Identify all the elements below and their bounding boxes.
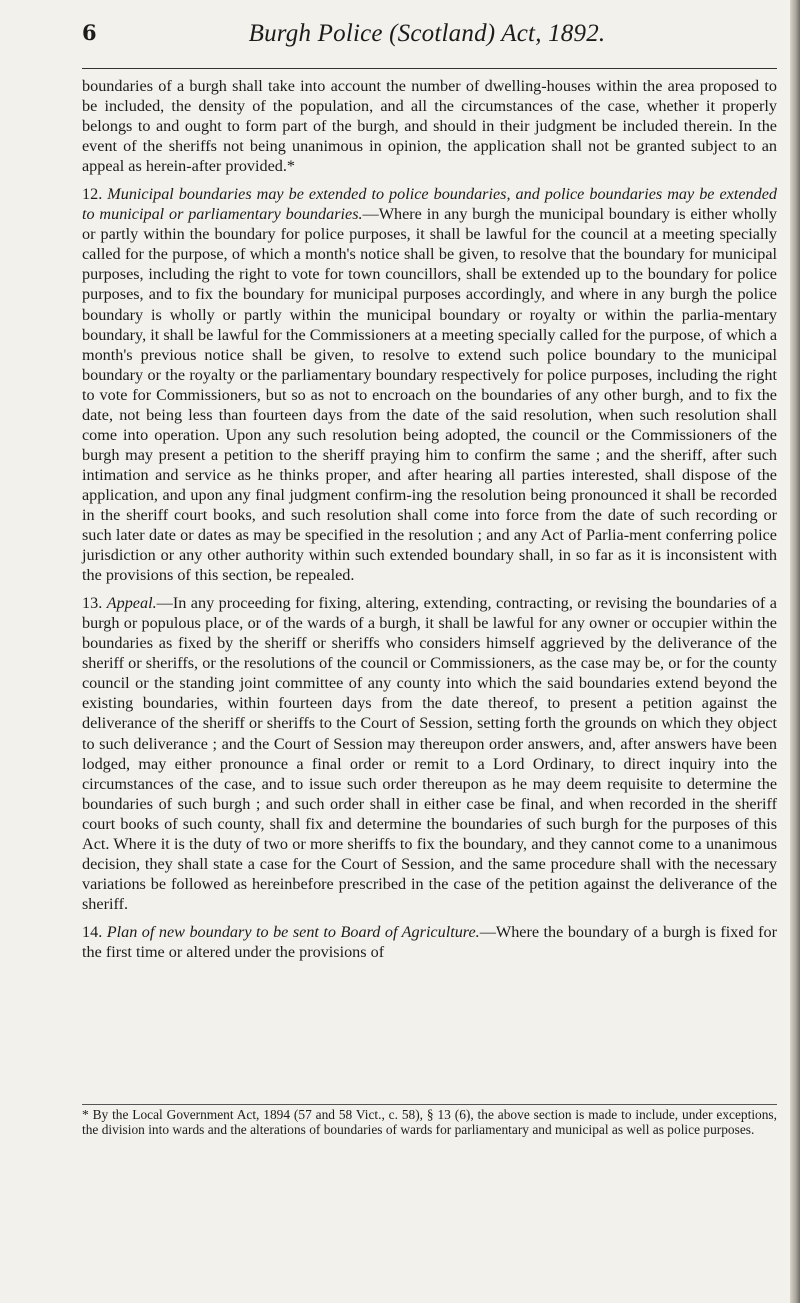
section-12 <box>82 184 777 585</box>
section-13 <box>82 593 777 914</box>
running-head: Burgh Police (Scotland) Act, 1892. <box>248 20 606 47</box>
section-number: 12. <box>82 185 103 204</box>
paragraph-text: boundaries of a burgh shall take into account the number of dwelling-houses within the area proposed to be included, the density of the population, and all the circumstances of the case, whether it properly belongs to and ought to form part of the burgh, and should in their judgment be included therein. In the event of the sheriffs not being unanimous in opinion, the application shall not be granted subject to an appeal as herein-after provided.* <box>82 77 777 176</box>
paragraph-continued <box>82 76 777 176</box>
header-rule <box>82 68 777 69</box>
footnote: * By the Local Government Act, 1894 (57 and 58 Vict., c. 58), § 13 (6), the above section is made to include, under exceptions, the division into wards and the alterations of boundaries of wards for parliamentary and municipal as well as police purposes. <box>82 1107 777 1137</box>
section-14 <box>82 922 777 962</box>
section-text: —Where the boundary of a burgh is fixed for the first time or altered under the provisions of <box>82 922 777 961</box>
section-number: 13. <box>82 594 103 613</box>
section-heading: Appeal. <box>106 594 157 613</box>
page-number: 6 <box>82 20 97 45</box>
section-heading: Plan of new boundary to be sent to Board of Agriculture. <box>106 922 480 941</box>
section-number: 14. <box>82 922 103 941</box>
body-text <box>82 76 777 962</box>
page-header <box>82 20 772 56</box>
section-heading: Municipal boundaries may be extended to police boundaries, and police boundaries may be extended to municipal or parliamentary boundaries. <box>82 185 778 224</box>
section-text: —Where in any burgh the municipal boundary is either wholly or partly within the boundary for police purposes, it shall be lawful for the council at a meeting specially called for the purpose, of which a month's notice shall be given, to resolve that the boundary for municipal purposes, including the right to vote for town councillors, shall be extended up to the boundary for police purposes, and to fix the boundary for municipal purposes accordingly, and where in any burgh the police boundary is wholly or partly within the municipal boundary or royalty or within the parlia-mentary boundary, it shall be lawful for the Commissioners at a meeting specially called for the purpose, of which a month's previous notice shall be given, to resolve to extend such police boundary to the municipal boundary or the royalty or the parliamentary boundary respectively for police purposes, including the right to vote for Commissioners, but so as not to encroach on the boundaries of any other burgh, and to fix the date, not being less than fourteen days from the date of the said resolution, when such resolution shall come into operation. Upon any such resolution being adopted, the council or the Commissioners of the burgh may present a petition to the sheriff praying him to confirm the same ; and the sheriff, after such intimation and service as he thinks proper, and after hearing all parties interested, shall dispose of the application, and upon any final judgment confirm-ing the resolution being pronounced it shall be recorded in the sheriff court books, and such resolution shall come into force from the date of such recording or such later date or dates as may be specified in the resolution ; and any Act of Parlia-ment conferring police jurisdiction or any other authority within such extended boundary shall, in so far as it is inconsistent with the provisions of this section, be repealed. <box>82 205 777 585</box>
footnote-rule <box>82 1104 777 1105</box>
book-spine-edge <box>790 0 800 1303</box>
section-text: —In any proceeding for fixing, altering, extending, contracting, or revising the boundaries of a burgh or populous place, or of the wards of a burgh, it shall be lawful for any owner or occupier within the boundaries as fixed by the sheriff or sheriffs who considers himself aggrieved by the deliverance of the sheriff or sheriffs, or the resolutions of the council or Commissioners, as the case may be, or for the county council or the standing joint committee of any county into which the said boundaries extend beyond the existing boundaries, within fourteen days from the date thereof, to present a petition against the deliverance of the sheriff or sheriffs to the Court of Session, setting forth the grounds on which they object to such deliverance ; and the Court of Session may thereupon order answers, and, after answers have been lodged, may either pronounce a final order or remit to a Lord Ordinary, to direct inquiry into the circumstances of the case, and to issue such order thereupon as he may deem requisite to determine the boundaries of such burgh ; and such order shall in either case be final, and when recorded in the sheriff court books of such county, shall fix and determine the boundaries of such burgh for the purposes of this Act. Where it is the duty of two or more sheriffs to fix the boundary, and they cannot come to a unanimous decision, they shall state a case for the Court of Session, and the same procedure shall with the necessary variations be followed as hereinbefore prescribed in the case of the petition against the deliverance of the sheriff. <box>82 594 777 913</box>
